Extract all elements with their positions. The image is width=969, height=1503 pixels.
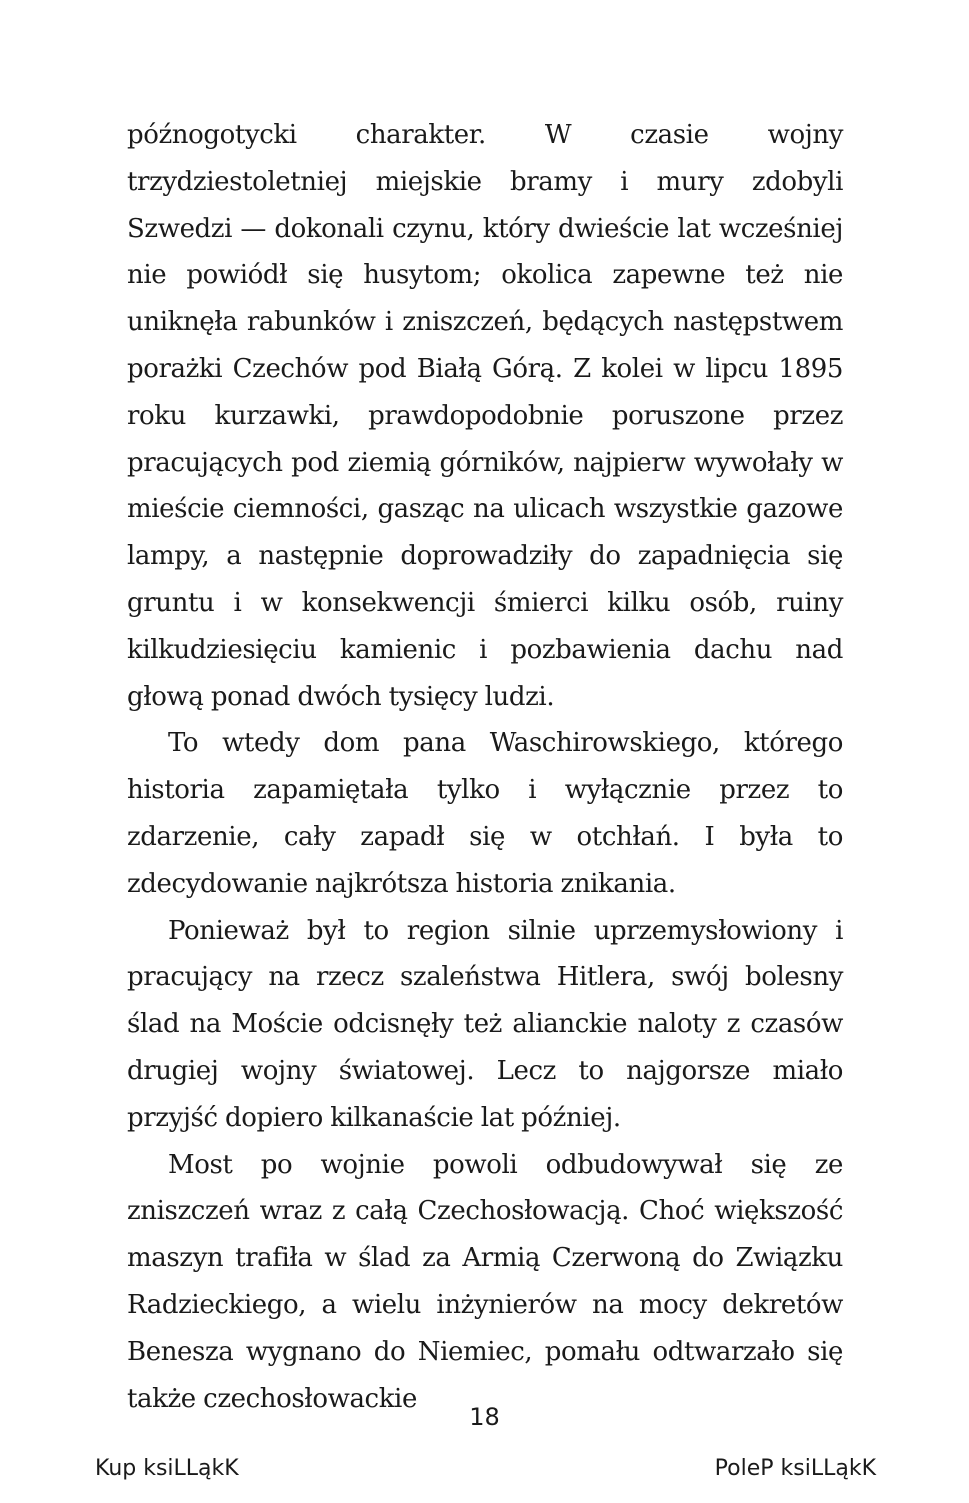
- page-body: [127, 112, 843, 1422]
- paragraph-2: To wtedy dom pana Waschirowskiego, którego historia zapamiętała tylko i wyłącznie przez to zdarzenie, cały zapadł się w otchłań. I była to zdecydowanie najkrótsza historia znikania.: [127, 728, 843, 899]
- paragraph-1: późnogotycki charakter. W czasie wojny trzydziestoletniej miejskie bramy i mury zdobyli Szwedzi — dokonali czynu, który dwieście lat wcześniej nie powiódł się husytom; okolica zapewne też nie uniknęła rabunków i zniszczeń, będących następstwem porażki Czechów pod Białą Górą. Z kolei w lipcu 1895 roku kurzawki, prawdopodobnie poruszone przez pracujących pod ziemią górników, najpierw wywołały w mieście ciemności, gasząc na ulicach wszystkie gazowe lampy, a następnie doprowadziły do zapadnięcia się gruntu i w konsekwencji śmierci kilku osób, ruiny kilkudziesięciu kamienic i pozbawienia dachu nad głową ponad dwóch tysięcy ludzi.: [127, 120, 843, 712]
- paragraph-3: Ponieważ był to region silnie uprzemysłowiony i pracujący na rzecz szaleństwa Hitlera, swój bolesny ślad na Moście odcisnęły też alianckie naloty z czasów drugiej wojny światowej. Lecz to najgorsze miało przyjść dopiero kilkanaście lat później.: [127, 915, 843, 1133]
- page-number: 18: [469, 1403, 500, 1431]
- paragraph-4: Most po wojnie powoli odbudowywał się ze zniszczeń wraz z całą Czechosłowacją. Choć większość maszyn trafiła w ślad za Armią Czerwoną do Związku Radzieckiego, a wielu inżynierów na mocy dekretów Benesza wygnano do Niemiec, pomału odtwarzało się także czechosłowackie: [127, 1149, 843, 1414]
- buy-book-link[interactable]: Kup ksiLLąkK: [95, 1456, 239, 1481]
- recommend-book-link[interactable]: PoleP ksiLLąkK: [714, 1456, 876, 1481]
